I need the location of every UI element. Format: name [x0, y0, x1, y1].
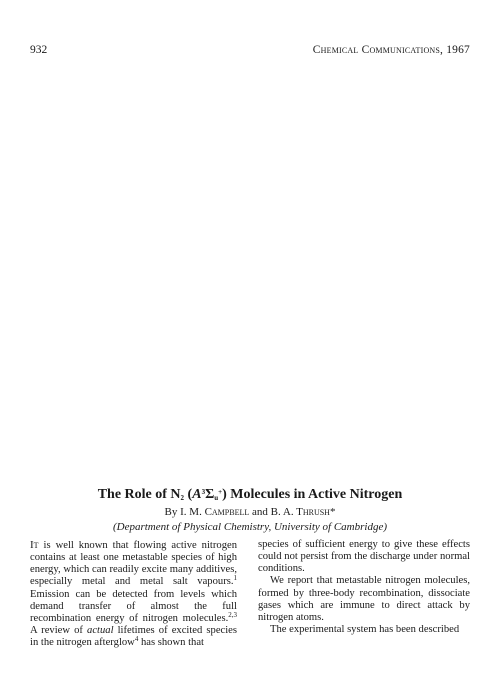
paragraph-experimental: The experimental system has been described — [270, 624, 460, 636]
reference-1: 1 — [233, 574, 237, 583]
journal-header: Chemical Communications, 1967 — [312, 44, 470, 56]
page-number: 932 — [30, 44, 48, 56]
body-column-right — [258, 539, 470, 636]
paragraph-intro: It is well known that flowing active nitrogen contains at least one metastable species of high energy, which can readily excite many additives, especially metal and metal salt vapours.$^1$ Emission can be detected from levels which demand transfer of almost the full recombination energy of nitrogen molecules.$^{2,3}$ A review of actual lifetimes of excited species in the nitrogen afterglow$^4$ has shown that — [30, 539, 237, 649]
article-title: The Role of $N_2$ $(A^3\Sigma_u^+)$ Molecules in Active Nitrogen — [97, 487, 403, 502]
author-thrush: B. A. Thrush* — [270, 506, 336, 518]
reference-4: 4 — [134, 635, 139, 644]
authors-line: By I. M. Campbell and B. A. Thrush* — [164, 506, 336, 518]
reference-2-3: 2,3 — [228, 610, 237, 619]
paragraph-report: We report that metastable nitrogen molecules, formed by three-body recombination, dissociate gases which are immune to direct attack by nitrogen atoms. — [258, 575, 470, 623]
affiliation: (Department of Physical Chemistry, University of Cambridge) — [112, 521, 388, 533]
author-campbell: I. M. Campbell — [180, 506, 250, 518]
paragraph-continued: species of sufficient energy to give these effects could not persist from the discharge under normal conditions. — [258, 539, 470, 575]
body-column-left — [30, 539, 237, 649]
